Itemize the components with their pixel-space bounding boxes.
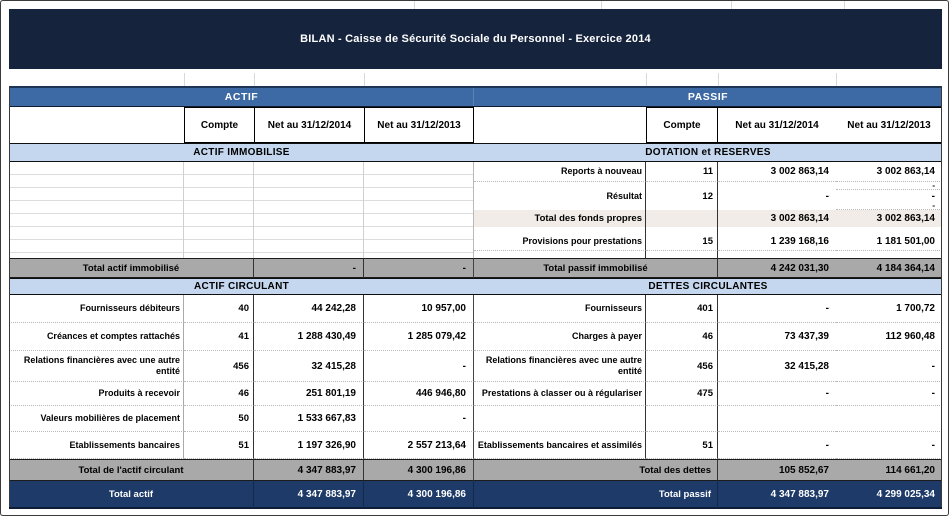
row-value-2014: 1 197 326,90 bbox=[254, 432, 364, 459]
total-fonds-propres-2013: 3 002 863,14 bbox=[836, 210, 942, 227]
total-dettes-2014: 105 852,67 bbox=[718, 459, 836, 481]
empty-cell bbox=[718, 182, 836, 190]
passif-net-2014-column-header: Net au 31/12/2014 bbox=[718, 107, 836, 143]
row-compte: 12 bbox=[646, 190, 718, 202]
row-value-2014: 32 415,28 bbox=[718, 351, 836, 382]
gridline-stub bbox=[718, 73, 719, 86]
row-label: Créances et comptes rattachés bbox=[9, 323, 184, 351]
gridline-stub bbox=[646, 73, 647, 86]
page-title: BILAN - Caisse de Sécurité Sociale du Personnel - Exercice 2014 bbox=[9, 9, 942, 69]
row-value-2013: 1 181 501,00 bbox=[836, 233, 942, 251]
empty-cell bbox=[474, 182, 646, 190]
row-compte: 456 bbox=[646, 351, 718, 382]
row-value-2014: 3 002 863,14 bbox=[718, 162, 836, 182]
row-value-2013: - bbox=[836, 182, 942, 190]
passif-header-band: PASSIF bbox=[474, 86, 942, 107]
row-label: Fournisseurs bbox=[474, 295, 646, 323]
total-passif-2013: 4 299 025,34 bbox=[836, 481, 942, 509]
empty-cell bbox=[836, 251, 942, 258]
row-compte: 51 bbox=[646, 432, 718, 459]
section-dotation-reserves: DOTATION et RESERVES bbox=[474, 143, 942, 162]
empty-cell bbox=[646, 202, 718, 210]
empty-cell bbox=[364, 162, 474, 258]
empty-cell bbox=[9, 162, 184, 258]
total-passif-immobilise-2014: 4 242 031,30 bbox=[718, 258, 836, 278]
empty-cell bbox=[718, 251, 836, 258]
row-value-2014: 251 801,19 bbox=[254, 382, 364, 406]
gridline-stub bbox=[836, 73, 837, 86]
row-compte: 50 bbox=[184, 406, 254, 432]
total-actif-circulant-2014: 4 347 883,97 bbox=[254, 459, 364, 481]
row-label: Reports à nouveau bbox=[474, 162, 646, 182]
row-value-2013: - bbox=[364, 351, 474, 382]
row-label: Provisions pour prestations bbox=[474, 233, 646, 251]
row-compte: 401 bbox=[646, 295, 718, 323]
spreadsheet-gap-row bbox=[9, 69, 942, 86]
row-value-2013: - bbox=[836, 202, 942, 210]
row-value-2014: 1 288 430,49 bbox=[254, 323, 364, 351]
total-actif-circulant-2013: 4 300 196,86 bbox=[364, 459, 474, 481]
row-value-2014: - bbox=[718, 432, 836, 459]
passif-compte-column-header: Compte bbox=[646, 107, 718, 143]
row-value-2014: - bbox=[825, 190, 829, 202]
gridline-stub bbox=[364, 73, 365, 86]
total-actif-circulant-label: Total de l'actif circulant bbox=[9, 459, 254, 481]
row-value-2013: - bbox=[364, 406, 474, 432]
gridline-stub bbox=[184, 73, 185, 86]
row-value-2014: 73 437,39 bbox=[718, 323, 836, 351]
table-border-line bbox=[9, 86, 10, 507]
total-actif-immobilise-label: Total actif immobilisé bbox=[9, 258, 254, 278]
passif-label-column-header bbox=[474, 107, 646, 143]
row-compte: 46 bbox=[184, 382, 254, 406]
row-value-2014: 32 415,28 bbox=[254, 351, 364, 382]
gridline-stub bbox=[844, 1, 845, 9]
total-dettes-2013: 114 661,20 bbox=[836, 459, 942, 481]
total-actif-label: Total actif bbox=[9, 481, 254, 509]
empty-cell bbox=[474, 251, 646, 258]
row-compte: 51 bbox=[184, 432, 254, 459]
gridline-stub bbox=[601, 1, 602, 9]
row-value-2014: - bbox=[718, 382, 836, 406]
row-label: Résultat bbox=[474, 190, 646, 202]
empty-cell bbox=[718, 406, 836, 432]
row-value-2014: 1 533 667,83 bbox=[254, 406, 364, 432]
total-actif-2013: 4 300 196,86 bbox=[364, 481, 474, 509]
row-compte: 46 bbox=[646, 323, 718, 351]
gridline-stub bbox=[731, 1, 732, 9]
row-value-2014: 44 242,28 bbox=[254, 295, 364, 323]
empty-cell bbox=[474, 406, 646, 432]
empty-cell bbox=[718, 202, 836, 210]
row-compte: 456 bbox=[184, 351, 254, 382]
total-passif-2014: 4 347 883,97 bbox=[718, 481, 836, 509]
table-border-line bbox=[941, 86, 942, 507]
actif-net-2013-column-header: Net au 31/12/2013 bbox=[364, 107, 474, 143]
empty-cell bbox=[184, 162, 254, 258]
total-dettes-label: Total des dettes bbox=[474, 459, 718, 481]
total-passif-immobilise-2013: 4 184 364,14 bbox=[836, 258, 942, 278]
empty-cell bbox=[646, 251, 718, 258]
row-value-2013: 2 557 213,64 bbox=[364, 432, 474, 459]
row-label: Produits à recevoir bbox=[9, 382, 184, 406]
row-compte: 15 bbox=[646, 233, 718, 251]
row-compte: 11 bbox=[646, 162, 718, 182]
row-value-2013: - bbox=[836, 432, 942, 459]
empty-cell bbox=[474, 202, 646, 210]
row-label: Relations financières avec une autre entité bbox=[474, 351, 646, 382]
total-fonds-propres-label: Total des fonds propres bbox=[474, 210, 646, 227]
empty-cell bbox=[254, 162, 364, 258]
row-value-2013: 1 285 079,42 bbox=[364, 323, 474, 351]
row-value-2014: 1 239 168,16 bbox=[718, 233, 836, 251]
empty-cell bbox=[646, 182, 718, 190]
row-label: Charges à payer bbox=[474, 323, 646, 351]
row-label: Etablissements bancaires et assimilés bbox=[474, 432, 646, 459]
row-label: Valeurs mobilières de placement bbox=[9, 406, 184, 432]
actif-compte-column-header: Compte bbox=[184, 107, 254, 143]
empty-cell bbox=[836, 406, 942, 432]
row-value-2014: - bbox=[718, 295, 836, 323]
row-label: Fournisseurs débiteurs bbox=[9, 295, 184, 323]
row-label: Relations financières avec une autre entité bbox=[9, 351, 184, 382]
total-passif-immobilise-label: Total passif immobilisé bbox=[474, 258, 718, 278]
row-compte: 475 bbox=[646, 382, 718, 406]
passif-net-2013-column-header: Net au 31/12/2013 bbox=[836, 107, 942, 143]
total-actif-2014: 4 347 883,97 bbox=[254, 481, 364, 509]
gridline-stub bbox=[254, 73, 255, 86]
section-actif-immobilise: ACTIF IMMOBILISE bbox=[9, 143, 474, 162]
empty-cell bbox=[646, 210, 718, 227]
row-value-2013: 10 957,00 bbox=[364, 295, 474, 323]
actif-label-column-header bbox=[9, 107, 184, 143]
row-value-2013: - bbox=[836, 382, 942, 406]
row-value-2013: - bbox=[931, 190, 935, 202]
row-label: Etablissements bancaires bbox=[9, 432, 184, 459]
row-label: Prestations à classer ou à régulariser bbox=[474, 382, 646, 406]
row-value-2013: 3 002 863,14 bbox=[836, 162, 942, 182]
total-actif-immobilise-2013: - bbox=[364, 258, 474, 278]
balance-table bbox=[9, 9, 942, 509]
row-compte: 41 bbox=[184, 323, 254, 351]
section-dettes-circulantes: DETTES CIRCULANTES bbox=[474, 278, 942, 295]
empty-cell bbox=[646, 406, 718, 432]
total-actif-immobilise-2014: - bbox=[254, 258, 364, 278]
row-value-2013: - bbox=[836, 351, 942, 382]
row-value-2013: 1 700,72 bbox=[836, 295, 942, 323]
row-compte: 40 bbox=[184, 295, 254, 323]
row-value-2013: 446 946,80 bbox=[364, 382, 474, 406]
row-value-2013: 112 960,48 bbox=[836, 323, 942, 351]
section-actif-circulant: ACTIF CIRCULANT bbox=[9, 278, 474, 295]
gridline-stub bbox=[414, 1, 415, 9]
actif-net-2014-column-header: Net au 31/12/2014 bbox=[254, 107, 364, 143]
total-fonds-propres-2014: 3 002 863,14 bbox=[718, 210, 836, 227]
total-passif-label: Total passif bbox=[474, 481, 718, 509]
actif-header-band: ACTIF bbox=[9, 86, 474, 107]
